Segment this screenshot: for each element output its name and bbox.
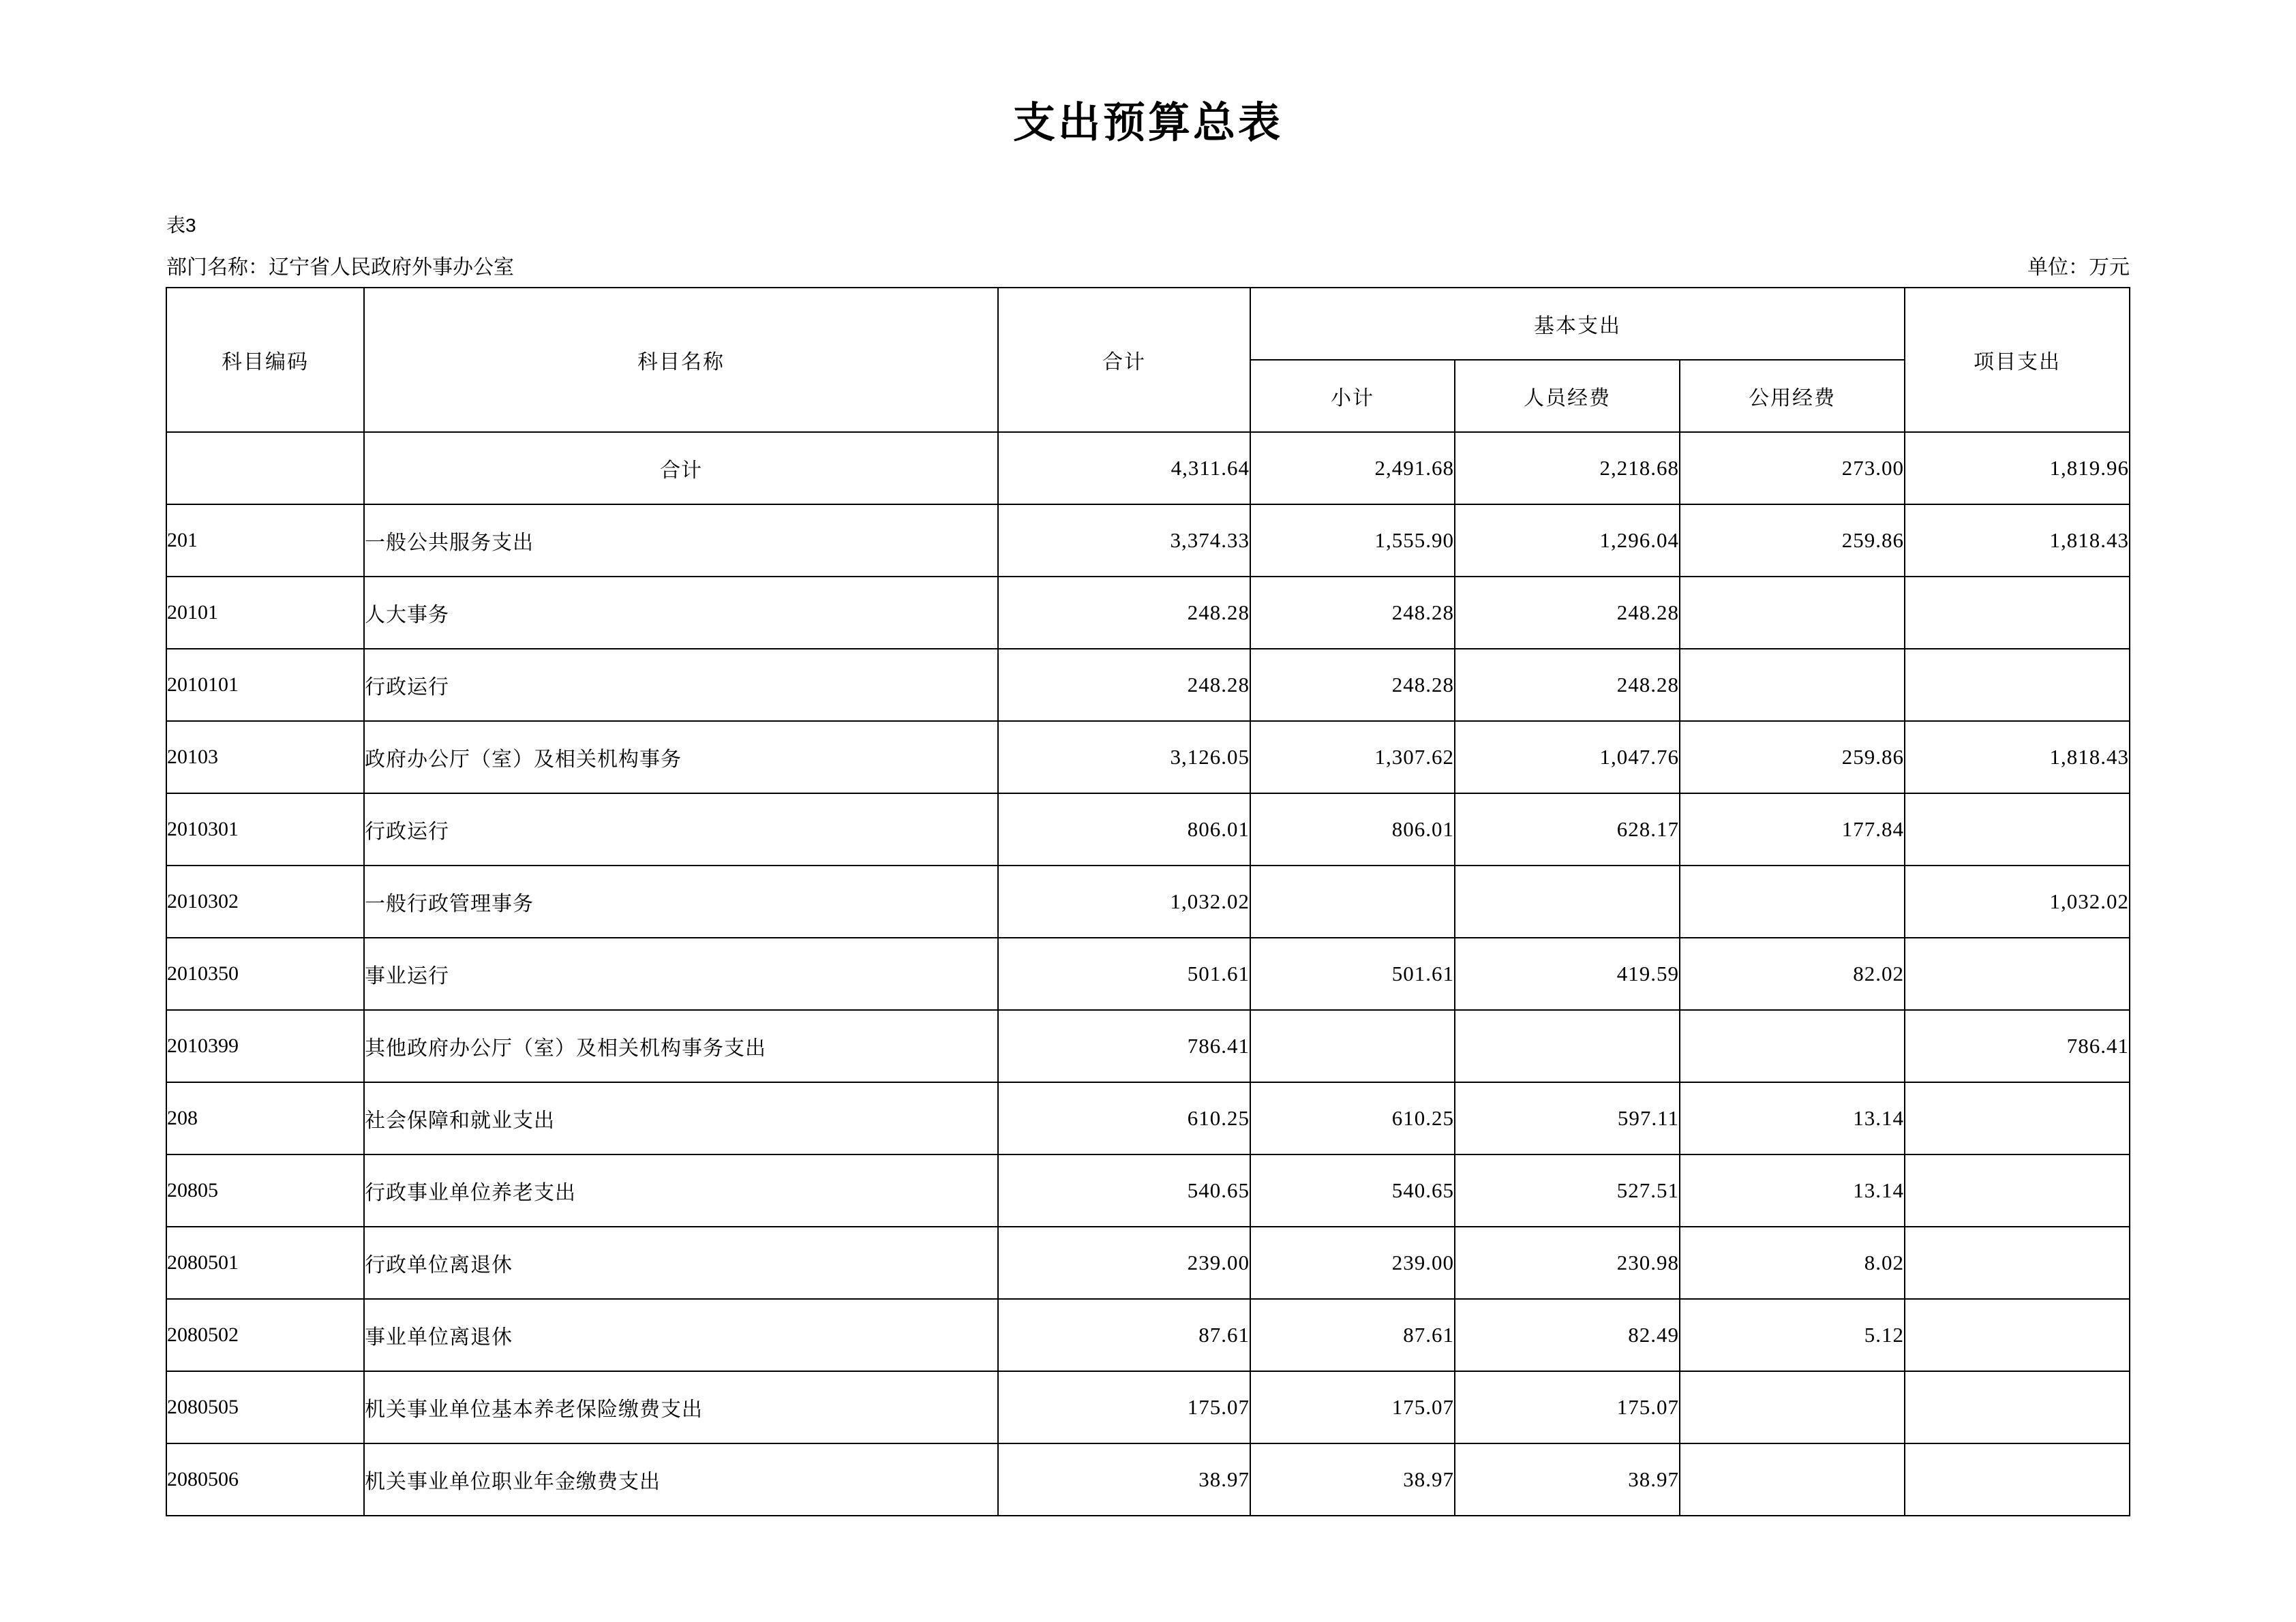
cell-personnel-expense: 597.11	[1455, 1082, 1680, 1154]
table-row	[166, 1010, 2130, 1082]
cell-subject-code: 2010350	[166, 938, 364, 1010]
cell-personnel-expense	[1455, 1010, 1680, 1082]
cell-subject-code: 2080505	[166, 1371, 364, 1443]
cell-total: 248.28	[998, 577, 1250, 649]
cell-subject-name: 行政运行	[364, 793, 998, 866]
table-label: 表3	[166, 215, 196, 236]
cell-total: 610.25	[998, 1082, 1250, 1154]
cell-project-expenditure: 1,819.96	[1905, 432, 2130, 504]
cell-personnel-expense: 38.97	[1455, 1443, 1680, 1516]
cell-personnel-expense: 248.28	[1455, 577, 1680, 649]
cell-public-expense	[1680, 1371, 1905, 1443]
cell-basic-subtotal: 87.61	[1250, 1299, 1455, 1371]
cell-project-expenditure	[1905, 1082, 2130, 1154]
header-total: 合计	[998, 288, 1250, 432]
cell-subject-name: 人大事务	[364, 577, 998, 649]
cell-subject-code: 20805	[166, 1154, 364, 1227]
cell-personnel-expense: 82.49	[1455, 1299, 1680, 1371]
cell-public-expense: 259.86	[1680, 504, 1905, 577]
cell-public-expense: 259.86	[1680, 721, 1905, 793]
table-row	[166, 721, 2130, 793]
cell-personnel-expense: 175.07	[1455, 1371, 1680, 1443]
cell-total: 1,032.02	[998, 866, 1250, 938]
cell-total: 4,311.64	[998, 432, 1250, 504]
table-row	[166, 577, 2130, 649]
cell-basic-subtotal: 38.97	[1250, 1443, 1455, 1516]
cell-public-expense	[1680, 1010, 1905, 1082]
cell-subject-name: 社会保障和就业支出	[364, 1082, 998, 1154]
table-row	[166, 938, 2130, 1010]
cell-project-expenditure: 1,032.02	[1905, 866, 2130, 938]
cell-total: 501.61	[998, 938, 1250, 1010]
cell-subject-name: 事业单位离退休	[364, 1299, 998, 1371]
header-public-expense: 公用经费	[1680, 360, 1905, 432]
table-head	[166, 288, 2130, 432]
cell-basic-subtotal: 806.01	[1250, 793, 1455, 866]
cell-subject-name: 机关事业单位基本养老保险缴费支出	[364, 1371, 998, 1443]
cell-subject-name: 其他政府办公厅（室）及相关机构事务支出	[364, 1010, 998, 1082]
header-row-1	[166, 288, 2130, 360]
table-row	[166, 432, 2130, 504]
cell-personnel-expense	[1455, 866, 1680, 938]
cell-personnel-expense: 419.59	[1455, 938, 1680, 1010]
header-code: 科目编码	[166, 288, 364, 432]
cell-project-expenditure	[1905, 1299, 2130, 1371]
cell-subject-name: 机关事业单位职业年金缴费支出	[364, 1443, 998, 1516]
cell-basic-subtotal: 175.07	[1250, 1371, 1455, 1443]
cell-total: 175.07	[998, 1371, 1250, 1443]
cell-basic-subtotal: 248.28	[1250, 649, 1455, 721]
cell-total: 3,126.05	[998, 721, 1250, 793]
department-name: 部门名称：辽宁省人民政府外事办公室	[166, 256, 514, 279]
header-basic-subtotal: 小计	[1250, 360, 1455, 432]
cell-personnel-expense: 1,047.76	[1455, 721, 1680, 793]
cell-personnel-expense: 248.28	[1455, 649, 1680, 721]
table-body	[166, 432, 2130, 1516]
cell-subject-code	[166, 432, 364, 504]
cell-subject-name: 一般行政管理事务	[364, 866, 998, 938]
cell-public-expense	[1680, 1443, 1905, 1516]
cell-subject-name: 事业运行	[364, 938, 998, 1010]
cell-subject-code: 20103	[166, 721, 364, 793]
cell-personnel-expense: 1,296.04	[1455, 504, 1680, 577]
cell-basic-subtotal: 610.25	[1250, 1082, 1455, 1154]
cell-total: 540.65	[998, 1154, 1250, 1227]
cell-subject-name: 行政运行	[364, 649, 998, 721]
cell-subject-code: 20101	[166, 577, 364, 649]
cell-personnel-expense: 230.98	[1455, 1227, 1680, 1299]
page-title: 支出预算总表	[1012, 97, 1283, 147]
cell-project-expenditure	[1905, 1154, 2130, 1227]
cell-subject-code: 2080506	[166, 1443, 364, 1516]
cell-personnel-expense: 628.17	[1455, 793, 1680, 866]
table-row	[166, 1082, 2130, 1154]
cell-subject-code: 2080502	[166, 1299, 364, 1371]
header-personnel-expense: 人员经费	[1455, 360, 1680, 432]
cell-subject-code: 2010399	[166, 1010, 364, 1082]
cell-subject-code: 2080501	[166, 1227, 364, 1299]
cell-subject-name: 政府办公厅（室）及相关机构事务	[364, 721, 998, 793]
cell-total: 3,374.33	[998, 504, 1250, 577]
cell-public-expense	[1680, 649, 1905, 721]
cell-basic-subtotal	[1250, 1010, 1455, 1082]
cell-basic-subtotal	[1250, 866, 1455, 938]
cell-subject-name: 一般公共服务支出	[364, 504, 998, 577]
cell-project-expenditure	[1905, 1443, 2130, 1516]
cell-project-expenditure: 1,818.43	[1905, 504, 2130, 577]
cell-project-expenditure: 786.41	[1905, 1010, 2130, 1082]
cell-subject-code: 2010302	[166, 866, 364, 938]
cell-basic-subtotal: 501.61	[1250, 938, 1455, 1010]
cell-basic-subtotal: 248.28	[1250, 577, 1455, 649]
cell-total: 248.28	[998, 649, 1250, 721]
cell-basic-subtotal: 1,555.90	[1250, 504, 1455, 577]
cell-project-expenditure	[1905, 577, 2130, 649]
cell-project-expenditure	[1905, 793, 2130, 866]
table-row	[166, 1443, 2130, 1516]
cell-project-expenditure	[1905, 1371, 2130, 1443]
cell-public-expense: 82.02	[1680, 938, 1905, 1010]
cell-total: 87.61	[998, 1299, 1250, 1371]
cell-basic-subtotal: 2,491.68	[1250, 432, 1455, 504]
table-row	[166, 1154, 2130, 1227]
cell-subject-code: 2010301	[166, 793, 364, 866]
header-name: 科目名称	[364, 288, 998, 432]
cell-project-expenditure	[1905, 938, 2130, 1010]
cell-public-expense	[1680, 577, 1905, 649]
table-row	[166, 793, 2130, 866]
cell-public-expense	[1680, 866, 1905, 938]
cell-personnel-expense: 2,218.68	[1455, 432, 1680, 504]
header-project-expenditure: 项目支出	[1905, 288, 2130, 432]
table-row	[166, 504, 2130, 577]
table-row	[166, 1371, 2130, 1443]
cell-project-expenditure: 1,818.43	[1905, 721, 2130, 793]
cell-personnel-expense: 527.51	[1455, 1154, 1680, 1227]
cell-subject-code: 208	[166, 1082, 364, 1154]
cell-subject-code: 201	[166, 504, 364, 577]
unit-label: 单位：万元	[2027, 256, 2130, 279]
cell-project-expenditure	[1905, 1227, 2130, 1299]
cell-basic-subtotal: 540.65	[1250, 1154, 1455, 1227]
cell-public-expense: 13.14	[1680, 1082, 1905, 1154]
cell-total: 806.01	[998, 793, 1250, 866]
header-basic-expenditure: 基本支出	[1250, 288, 1905, 360]
cell-subject-name: 合计	[364, 432, 998, 504]
cell-subject-name: 行政单位离退休	[364, 1227, 998, 1299]
table-row	[166, 1299, 2130, 1371]
cell-public-expense: 13.14	[1680, 1154, 1905, 1227]
cell-total: 786.41	[998, 1010, 1250, 1082]
table-row	[166, 1227, 2130, 1299]
cell-subject-name: 行政事业单位养老支出	[364, 1154, 998, 1227]
cell-subject-code: 2010101	[166, 649, 364, 721]
cell-public-expense: 273.00	[1680, 432, 1905, 504]
cell-basic-subtotal: 239.00	[1250, 1227, 1455, 1299]
cell-project-expenditure	[1905, 649, 2130, 721]
cell-public-expense: 8.02	[1680, 1227, 1905, 1299]
cell-public-expense: 5.12	[1680, 1299, 1905, 1371]
meta-row	[166, 250, 2130, 287]
document-meta	[166, 149, 2130, 287]
table-row	[166, 649, 2130, 721]
expenditure-budget-table	[166, 287, 2130, 1516]
cell-public-expense: 177.84	[1680, 793, 1905, 866]
cell-total: 38.97	[998, 1443, 1250, 1516]
cell-basic-subtotal: 1,307.62	[1250, 721, 1455, 793]
cell-total: 239.00	[998, 1227, 1250, 1299]
table-row	[166, 866, 2130, 938]
